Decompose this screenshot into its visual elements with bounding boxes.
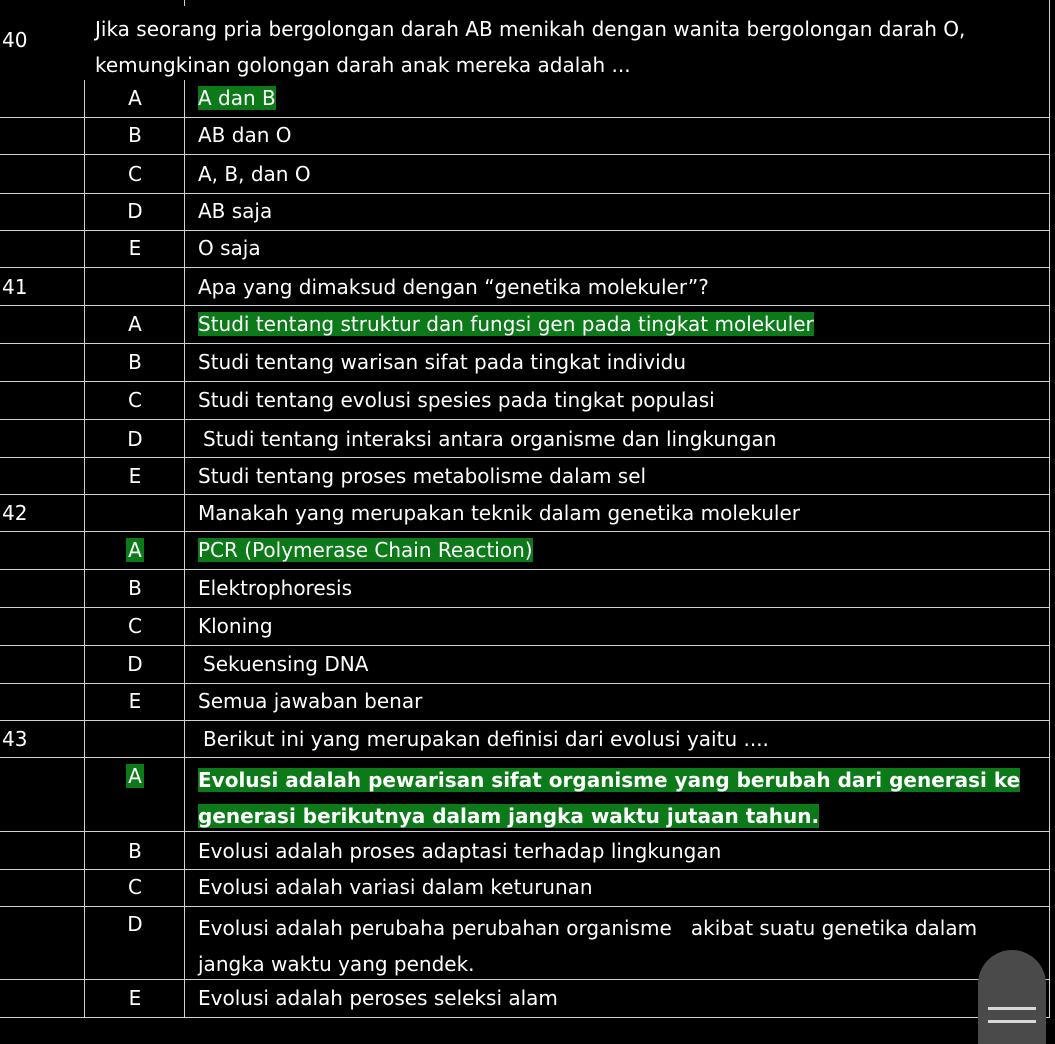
- question-row: [0, 494, 1050, 532]
- option-row[interactable]: [0, 979, 1050, 1018]
- option-row[interactable]: [0, 645, 1050, 684]
- option-letter: D: [127, 427, 143, 451]
- question-text: Berikut ini yang merupakan definisi dari evolusi yaitu ....: [203, 727, 769, 751]
- option-text: AB dan O: [198, 123, 292, 147]
- option-text-correct: A dan B: [198, 86, 276, 110]
- option-text: Sekuensing DNA: [203, 652, 369, 676]
- option-text: [198, 910, 977, 982]
- option-letter: E: [128, 464, 142, 488]
- scroll-handle-icon[interactable]: [978, 950, 1046, 1044]
- handle-bar: [988, 1020, 1036, 1023]
- option-text: Evolusi adalah proses adaptasi terhadap lingkungan: [198, 839, 722, 863]
- option-letter: B: [128, 123, 142, 147]
- option-text: O saja: [198, 236, 261, 260]
- option-letter: C: [128, 875, 142, 899]
- question-row: [0, 720, 1050, 758]
- option-letter-correct: A: [128, 764, 142, 788]
- option-row[interactable]: [0, 906, 1050, 980]
- option-letter: C: [128, 162, 142, 186]
- question-number: 42: [2, 501, 28, 525]
- option-text-correct: PCR (Polymerase Chain Reaction): [198, 538, 533, 562]
- option-line: Evolusi adalah pewarisan sifat organisme yang berubah dari generasi ke: [198, 768, 1021, 792]
- grid-line-top-tick: [184, 0, 185, 6]
- option-letter: A: [128, 86, 142, 110]
- option-letter: E: [128, 689, 142, 713]
- option-text: Evolusi adalah variasi dalam keturunan: [198, 875, 593, 899]
- question-number: 43: [2, 727, 28, 751]
- option-row[interactable]: [0, 607, 1050, 646]
- option-row[interactable]: [0, 117, 1050, 155]
- option-row[interactable]: [0, 193, 1050, 231]
- question-text: Manakah yang merupakan teknik dalam genetika molekuler: [198, 501, 800, 525]
- option-row[interactable]: [0, 457, 1050, 495]
- option-row[interactable]: [0, 80, 1050, 118]
- option-row[interactable]: [0, 757, 1050, 832]
- option-letter: D: [127, 912, 143, 936]
- question-text: [95, 11, 965, 83]
- option-letter: C: [128, 614, 142, 638]
- option-text-correct: [198, 762, 1020, 834]
- option-text: Studi tentang evolusi spesies pada tingkat populasi: [198, 388, 715, 412]
- option-letter: D: [127, 199, 143, 223]
- option-line: jangka waktu yang pendek.: [198, 952, 475, 976]
- option-text: Studi tentang warisan sifat pada tingkat individu: [198, 350, 687, 374]
- option-row[interactable]: [0, 531, 1050, 570]
- option-letter: D: [127, 652, 143, 676]
- option-line: generasi berikutnya dalam jangka waktu jutaan tahun.: [198, 804, 820, 828]
- question-line: Jika seorang pria bergolongan darah AB menikah dengan wanita bergolongan darah O,: [95, 17, 966, 41]
- option-text: A, B, dan O: [198, 162, 311, 186]
- option-text: Elektrophoresis: [198, 576, 353, 600]
- question-line: kemungkinan golongan darah anak mereka adalah ...: [95, 53, 631, 77]
- option-letter-correct: A: [128, 538, 142, 562]
- option-text: Studi tentang interaksi antara organisme dan lingkungan: [203, 427, 777, 451]
- option-text: Evolusi adalah peroses seleksi alam: [198, 986, 558, 1010]
- option-row[interactable]: [0, 419, 1050, 458]
- option-row[interactable]: [0, 230, 1050, 268]
- option-text: AB saja: [198, 199, 273, 223]
- question-text: Apa yang dimaksud dengan “genetika molekuler”?: [198, 275, 709, 299]
- option-row[interactable]: [0, 343, 1050, 382]
- option-text: Studi tentang proses metabolisme dalam sel: [198, 464, 647, 488]
- option-row[interactable]: [0, 154, 1050, 194]
- option-row[interactable]: [0, 381, 1050, 420]
- option-letter: E: [128, 236, 142, 260]
- option-letter: B: [128, 350, 142, 374]
- option-letter: B: [128, 839, 142, 863]
- option-letter: A: [128, 312, 142, 336]
- option-letter: E: [128, 986, 142, 1010]
- question-number: 40: [2, 28, 28, 52]
- option-row[interactable]: [0, 569, 1050, 608]
- option-row[interactable]: [0, 305, 1050, 344]
- option-line: Evolusi adalah perubaha perubahan organisme akibat suatu genetika dalam: [198, 916, 978, 940]
- option-text: Kloning: [198, 614, 273, 638]
- option-row[interactable]: [0, 831, 1050, 870]
- question-number: 41: [2, 275, 28, 299]
- option-letter: C: [128, 388, 142, 412]
- handle-bar: [988, 1007, 1036, 1010]
- option-row[interactable]: [0, 869, 1050, 907]
- option-row[interactable]: [0, 683, 1050, 721]
- option-text-correct: Studi tentang struktur dan fungsi gen pada tingkat molekuler: [198, 312, 814, 336]
- question-row: [0, 267, 1050, 306]
- option-text: Semua jawaban benar: [198, 689, 423, 713]
- option-letter: B: [128, 576, 142, 600]
